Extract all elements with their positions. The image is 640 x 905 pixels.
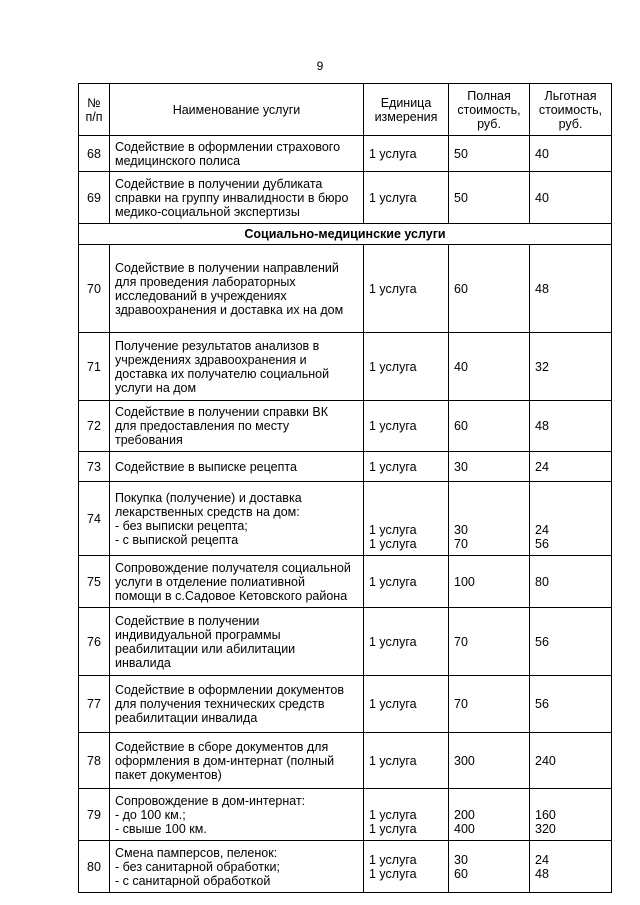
full-price <box>449 245 530 333</box>
discount-price-line: 24 <box>535 459 549 474</box>
discount-price <box>530 333 612 401</box>
header-discount-price <box>530 84 612 136</box>
service-name-line: Смена памперсов, пеленок: <box>115 845 278 860</box>
full-price-line: 60 <box>454 281 468 296</box>
table-row <box>79 789 612 841</box>
row-number: 76 <box>79 608 110 676</box>
unit-of-measure-line: 1 услуга <box>369 190 417 205</box>
header-disc-line: стоимость, <box>538 102 603 117</box>
service-name-line: Содействие в получении дубликата <box>115 176 323 191</box>
row-number: 70 <box>79 245 110 333</box>
unit-of-measure <box>364 245 449 333</box>
full-price-line: 300 <box>454 753 475 768</box>
service-name-line: Содействие в получении направлений <box>115 260 339 275</box>
full-price-line: 50 <box>454 146 468 161</box>
section-title: Социально-медицинские услуги <box>79 224 612 245</box>
discount-price-line: 48 <box>535 281 549 296</box>
unit-of-measure <box>364 452 449 482</box>
unit-of-measure <box>364 733 449 789</box>
discount-price <box>530 841 612 893</box>
full-price-line: 70 <box>454 537 468 551</box>
header-num-line: п/п <box>85 109 103 124</box>
unit-of-measure <box>364 676 449 733</box>
service-name-line: - без санитарной обработки; <box>115 859 280 874</box>
row-number: 75 <box>79 556 110 608</box>
discount-price <box>530 608 612 676</box>
full-price-line: 400 <box>454 822 475 836</box>
full-price <box>449 136 530 172</box>
unit-of-measure-line: 1 услуга <box>369 281 417 296</box>
full-price <box>449 333 530 401</box>
service-name-line: услуги на дом <box>115 380 197 395</box>
discount-price <box>530 676 612 733</box>
service-name <box>110 136 364 172</box>
service-name-line: Содействие в выписке рецепта <box>115 459 297 474</box>
service-name-line: лекарственных средств на дом: <box>115 504 300 519</box>
header-unit-line: Единица <box>380 95 432 110</box>
service-name-line: доставка их получателю социальной <box>115 366 330 381</box>
discount-price-line: 56 <box>535 537 549 551</box>
service-name-line: для проведения лабораторных <box>115 274 296 289</box>
discount-price <box>530 452 612 482</box>
discount-price-line: 240 <box>535 753 556 768</box>
full-price <box>449 676 530 733</box>
service-name <box>110 172 364 224</box>
full-price-line: 50 <box>454 190 468 205</box>
discount-price <box>530 401 612 452</box>
full-price-line: 70 <box>454 697 468 711</box>
header-unit-line: измерения <box>374 109 438 124</box>
row-number: 78 <box>79 733 110 789</box>
service-name <box>110 452 364 482</box>
full-price-line: 60 <box>454 866 468 881</box>
discount-price-line: 40 <box>535 190 549 205</box>
row-number: 73 <box>79 452 110 482</box>
row-number: 69 <box>79 172 110 224</box>
row-number: 74 <box>79 482 110 556</box>
full-price-line: 40 <box>454 359 468 374</box>
discount-price <box>530 136 612 172</box>
row-number: 80 <box>79 841 110 893</box>
service-name <box>110 556 364 608</box>
service-name-line: Покупка (получение) и доставка <box>115 490 302 505</box>
service-name <box>110 676 364 733</box>
service-name-line: услуги в отделение полиативной <box>115 574 305 589</box>
service-name-line: - с санитарной обработкой <box>115 873 271 888</box>
service-name-line: Содействие в получении <box>115 613 260 628</box>
table-row <box>79 136 612 172</box>
unit-of-measure <box>364 482 449 556</box>
unit-of-measure <box>364 556 449 608</box>
service-name-line: индивидуальной программы <box>115 627 281 642</box>
header-full-line: Полная <box>467 88 511 103</box>
row-number: 72 <box>79 401 110 452</box>
discount-price <box>530 172 612 224</box>
unit-of-measure <box>364 136 449 172</box>
discount-price-line: 320 <box>535 822 556 836</box>
service-name-line: Содействие в сборе документов для <box>115 739 329 754</box>
service-name-line: требования <box>115 433 183 447</box>
discount-price <box>530 556 612 608</box>
table-header-row <box>79 84 612 136</box>
header-full-price <box>449 84 530 136</box>
discount-price-line: 80 <box>535 574 549 589</box>
full-price-line: 70 <box>454 634 468 649</box>
full-price-line: 30 <box>454 852 468 867</box>
service-name-line: справки на группу инвалидности в бюро <box>115 190 349 205</box>
discount-price-line: 56 <box>535 697 549 711</box>
unit-of-measure <box>364 333 449 401</box>
table-row <box>79 482 612 556</box>
full-price <box>449 401 530 452</box>
service-name-line: Содействие в получении справки ВК <box>115 405 328 419</box>
service-name <box>110 608 364 676</box>
unit-of-measure-line: 1 услуга <box>369 852 417 867</box>
unit-of-measure <box>364 841 449 893</box>
unit-of-measure <box>364 401 449 452</box>
services-table <box>78 83 612 893</box>
service-name-line: учреждениях здравоохранения и <box>115 352 307 367</box>
table-row <box>79 245 612 333</box>
discount-price-line: 160 <box>535 808 556 822</box>
service-name-line: реабилитации инвалида <box>115 711 258 725</box>
unit-of-measure-line: 1 услуга <box>369 866 417 881</box>
service-name-line: исследований в учреждениях <box>115 288 287 303</box>
service-name-line: медико-социальной экспертизы <box>115 204 300 219</box>
service-name-line: - с выпиской рецепта <box>115 532 239 547</box>
unit-of-measure-line: 1 услуга <box>369 459 417 474</box>
unit-of-measure-line: 1 услуга <box>369 822 417 836</box>
header-full-line: стоимость, <box>457 102 521 117</box>
service-name-line: здравоохранения и доставка их на дом <box>115 302 344 317</box>
service-name <box>110 401 364 452</box>
full-price <box>449 841 530 893</box>
service-name <box>110 789 364 841</box>
discount-price-line: 24 <box>535 852 549 867</box>
row-number: 77 <box>79 676 110 733</box>
service-name-line: для предоставления по месту <box>115 419 290 433</box>
service-name <box>110 245 364 333</box>
row-number: 79 <box>79 789 110 841</box>
header-name-text: Наименование услуги <box>172 102 301 117</box>
unit-of-measure-line: 1 услуга <box>369 523 417 537</box>
full-price-line: 60 <box>454 419 468 433</box>
discount-price <box>530 789 612 841</box>
table-row <box>79 452 612 482</box>
unit-of-measure-line: 1 услуга <box>369 359 417 374</box>
service-name-line: оформления в дом-интернат (полный <box>115 753 335 768</box>
table-row <box>79 733 612 789</box>
full-price-line: 30 <box>454 523 468 537</box>
full-price-line: 200 <box>454 808 475 822</box>
header-num-line: № <box>87 95 101 110</box>
unit-of-measure-line: 1 услуга <box>369 419 417 433</box>
service-name-line: Сопровождение в дом-интернат: <box>115 793 306 808</box>
full-price-line: 30 <box>454 459 468 474</box>
service-name-line: Получение результатов анализов в <box>115 338 320 353</box>
service-name <box>110 841 364 893</box>
service-name-line: - без выписки рецепта; <box>115 518 248 533</box>
table-row <box>79 676 612 733</box>
unit-of-measure <box>364 172 449 224</box>
service-name-line: инвалида <box>115 655 171 670</box>
header-disc-line: Льготная <box>544 88 597 103</box>
header-num <box>79 84 110 136</box>
table-row <box>79 556 612 608</box>
row-number: 71 <box>79 333 110 401</box>
service-name-line: Сопровождение получателя социальной <box>115 560 351 575</box>
unit-of-measure <box>364 608 449 676</box>
table-row <box>79 401 612 452</box>
full-price <box>449 556 530 608</box>
service-name <box>110 333 364 401</box>
full-price <box>449 733 530 789</box>
full-price <box>449 789 530 841</box>
service-name-line: - до 100 км.; <box>115 807 186 822</box>
full-price <box>449 452 530 482</box>
discount-price-line: 56 <box>535 634 549 649</box>
service-name-line: помощи в с.Садовое Кетовского района <box>115 588 348 603</box>
header-unit <box>364 84 449 136</box>
full-price <box>449 608 530 676</box>
discount-price-line: 40 <box>535 146 549 161</box>
table-row <box>79 172 612 224</box>
rows-after-section <box>79 245 612 893</box>
unit-of-measure-line: 1 услуга <box>369 634 417 649</box>
service-name-line: - свыше 100 км. <box>115 821 207 836</box>
table-row <box>79 841 612 893</box>
rows-before-section <box>79 136 612 224</box>
table-row <box>79 608 612 676</box>
table-row <box>79 333 612 401</box>
unit-of-measure-line: 1 услуга <box>369 697 417 711</box>
discount-price-line: 32 <box>535 359 549 374</box>
full-price <box>449 482 530 556</box>
service-name-line: Содействие в оформлении страхового <box>115 139 341 154</box>
header-full-line: руб. <box>477 116 501 131</box>
discount-price-line: 48 <box>535 866 549 881</box>
discount-price <box>530 482 612 556</box>
service-name-line: медицинского полиса <box>115 153 241 168</box>
unit-of-measure-line: 1 услуга <box>369 574 417 589</box>
header-name <box>110 84 364 136</box>
discount-price-line: 24 <box>535 523 549 537</box>
full-price-line: 100 <box>454 574 475 589</box>
unit-of-measure <box>364 789 449 841</box>
service-name <box>110 733 364 789</box>
service-name-line: для получения технических средств <box>115 697 325 711</box>
section-row <box>79 224 612 245</box>
unit-of-measure-line: 1 услуга <box>369 537 417 551</box>
service-name-line: пакет документов) <box>115 767 222 782</box>
service-name-line: Содействие в оформлении документов <box>115 683 344 697</box>
discount-price <box>530 245 612 333</box>
service-name <box>110 482 364 556</box>
service-name-line: реабилитации или абилитации <box>115 641 296 656</box>
unit-of-measure-line: 1 услуга <box>369 808 417 822</box>
unit-of-measure-line: 1 услуга <box>369 753 417 768</box>
discount-price-line: 48 <box>535 419 549 433</box>
header-disc-line: руб. <box>558 116 583 131</box>
row-number: 68 <box>79 136 110 172</box>
full-price <box>449 172 530 224</box>
page-number: 9 <box>316 59 324 73</box>
discount-price <box>530 733 612 789</box>
unit-of-measure-line: 1 услуга <box>369 146 417 161</box>
